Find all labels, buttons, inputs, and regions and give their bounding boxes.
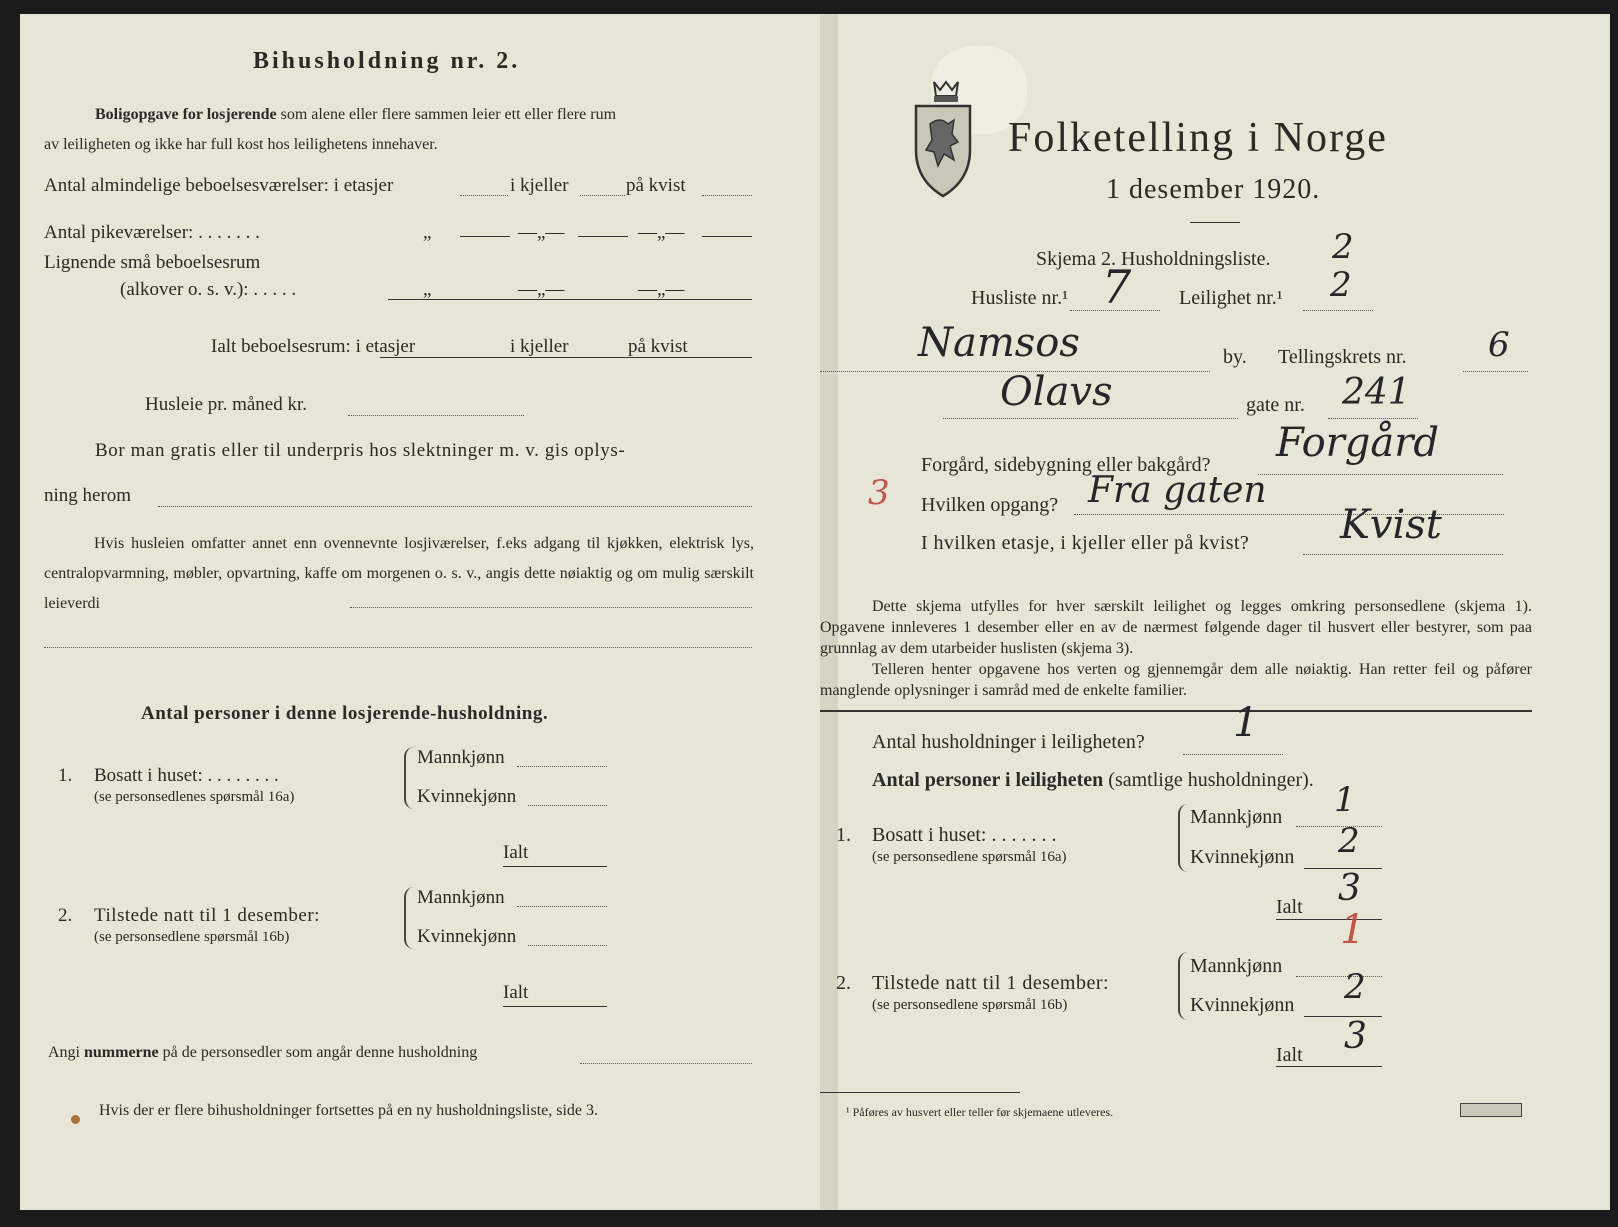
footnote: ¹ Påføres av husvert eller teller før skjemaene utleveres. [846, 1105, 1114, 1119]
printer-stamp [1460, 1103, 1522, 1117]
r-q2-brace [1178, 952, 1188, 1020]
ink-dot [71, 1115, 80, 1124]
apartment-value: 2 [1330, 265, 1352, 305]
r-q1-num: 1. [836, 824, 851, 846]
street-field[interactable] [943, 418, 1238, 419]
r-q2-total-value: 3 [1344, 1016, 1367, 1057]
numbers-bold: nummerne [84, 1044, 159, 1061]
census-date: 1 desember 1920. [1106, 174, 1321, 205]
left-intro-line2: av leiligheten og ikke har full kost hos leilighetens innehaver. [44, 136, 438, 153]
l-q2-total-field[interactable] [503, 1006, 607, 1007]
floor-value: Kvist [1340, 502, 1442, 548]
left-footer: Hvis der er flere bihusholdninger fortsettes på en ny husholdningsliste, side 3. [99, 1102, 599, 1119]
numbers-post: på de personsedler som angår denne husholdning [162, 1044, 478, 1061]
right-page [820, 14, 1610, 1210]
l-q1-brace [404, 747, 414, 809]
rooms-attic-label: på kvist [626, 175, 686, 196]
building-value: Forgård [1276, 420, 1439, 466]
free-line-1: Bor man gratis eller til underpris hos slektninger m. v. gis oplys- [95, 440, 626, 461]
instructions-1: Dette skjema utfylles for hver særskilt leilighet og legges omkring personsedlene (skjema 1). Opgavene innleveres 1 desember eller en av de nærmest følgende dager til husvert eller bestyrer, som paa grunnlag av dem utarbeider huslisten (skjema 3). [820, 598, 1532, 657]
similar-rooms-line-1: Lignende små beboelsesrum [44, 252, 261, 273]
left-intro [95, 105, 616, 125]
r-q1-total-field[interactable] [1276, 919, 1382, 920]
r-q1-label: Bosatt i huset: . . . . . . . [872, 824, 1057, 846]
maid-cellar-field[interactable] [578, 236, 628, 237]
floor-question: I hvilken etasje, i kjeller eller på kvist? [921, 532, 1250, 554]
floor-field[interactable] [1303, 554, 1503, 555]
district-field[interactable] [1463, 371, 1528, 372]
r-q2-num: 2. [836, 972, 851, 994]
l-q2-sub: (se personsedlene spørsmål 16b) [94, 929, 290, 945]
total-rooms-field-line[interactable] [380, 357, 752, 358]
entrance-question: Hvilken opgang? [921, 494, 1059, 516]
persons-heading: Antal personer i denne losjerende-husholdning. [141, 703, 549, 724]
maid-ditto: „ [423, 222, 432, 243]
l-q1-female: Kvinnekjønn [417, 786, 517, 807]
r-q2-sub: (se personsedlene spørsmål 16b) [872, 997, 1068, 1013]
similar-dash-2: —„— [638, 279, 685, 300]
street-label: gate nr. [1246, 394, 1305, 416]
house-list-label: Husliste nr.¹ [971, 287, 1069, 309]
extra-field-2[interactable] [44, 647, 752, 648]
r-q2-female: Kvinnekjønn [1190, 994, 1295, 1016]
title-divider [1190, 222, 1240, 223]
r-q1-male: Mannkjønn [1190, 806, 1283, 828]
district-label: Tellingskrets nr. [1278, 346, 1407, 368]
entrance-value: Fra gaten [1088, 470, 1267, 511]
rooms-attic-field[interactable] [702, 195, 752, 196]
rooms-cellar-label: i kjeller [510, 175, 569, 196]
r-q2-total: Ialt [1276, 1044, 1303, 1066]
l-q1-sub: (se personsedlenes spørsmål 16a) [94, 789, 295, 805]
persons-heading-right [872, 769, 1314, 791]
similar-ditto: „ [423, 279, 432, 300]
maid-dash-2: —„— [638, 222, 685, 243]
similar-dash-1: —„— [518, 279, 565, 300]
rent-field[interactable] [348, 415, 524, 416]
apartment-label: Leilighet nr.¹ [1179, 287, 1283, 309]
maid-dash-1: —„— [518, 222, 565, 243]
schema-value: 2 [1332, 227, 1354, 267]
extra-paragraph: Hvis husleien omfatter annet enn ovennevnte losjiværelser, f.eks adgang til kjøkken, elektrisk lys, centralopvarmning, møbler, opvartning, kaffe om morgenen o. s. v., angis dette nøiaktig og om mulig særskilt leieverdi [44, 535, 754, 612]
district-value: 6 [1488, 325, 1510, 365]
rent-label: Husleie pr. måned kr. [145, 394, 307, 415]
r-q1-female-value: 2 [1338, 821, 1360, 861]
free-field[interactable] [158, 506, 752, 507]
l-q2-male: Mannkjønn [417, 887, 505, 908]
r-q2-total-field[interactable] [1276, 1066, 1382, 1067]
apartment-field[interactable] [1303, 310, 1373, 311]
intro-bold: Boligopgave for losjerende [95, 106, 277, 123]
r-q2-male: Mannkjønn [1190, 955, 1283, 977]
main-title: Folketelling i Norge [1008, 115, 1388, 161]
city-label: by. [1223, 346, 1247, 368]
numbers-field[interactable] [580, 1063, 752, 1064]
r-q2-label: Tilstede natt til 1 desember: [872, 972, 1110, 994]
l-q2-female: Kvinnekjønn [417, 926, 517, 947]
l-q2-label: Tilstede natt til 1 desember: [94, 905, 320, 926]
instructions-divider [820, 710, 1532, 712]
rooms-line: Antal almindelige beboelsesværelser: i etasjer [44, 175, 394, 196]
street-number-field[interactable] [1328, 418, 1418, 419]
households-value: 1 [1233, 700, 1259, 746]
l-q1-female-field[interactable] [528, 805, 607, 806]
numbers-line [48, 1043, 477, 1063]
extra-field[interactable] [350, 607, 752, 608]
free-line-2: ning herom [44, 485, 132, 506]
r-q1-sub: (se personsedlene spørsmål 16a) [872, 849, 1067, 865]
maid-rooms-line: Antal pikeværelser: . . . . . . . [44, 222, 260, 243]
numbers-pre: Angi [48, 1044, 80, 1061]
l-q1-label: Bosatt i huset: . . . . . . . . [94, 765, 279, 786]
schema-label: Skjema 2. Husholdningsliste. [1036, 248, 1271, 270]
instructions-2: Telleren henter opgavene hos verten og gjennemgår dem alle nøiaktig. Han retter feil og påfører manglende oplysninger i samråd med de enkelte familier. [820, 661, 1532, 699]
total-rooms-attic: på kvist [628, 336, 688, 357]
l-q1-num: 1. [58, 765, 73, 786]
persons-bold: Antal personer i leiligheten [872, 769, 1104, 791]
left-title: Bihusholdning nr. 2. [253, 48, 521, 74]
similar-field-line[interactable] [388, 299, 752, 300]
building-field[interactable] [1258, 474, 1503, 475]
r-q1-male-value: 1 [1334, 780, 1356, 820]
persons-rest: (samtlige husholdninger). [1108, 769, 1314, 791]
left-page [20, 14, 820, 1210]
l-q2-total: Ialt [503, 982, 529, 1003]
l-q1-total: Ialt [503, 842, 529, 863]
maid-etasje-field[interactable] [460, 236, 510, 237]
r-q2-male-value: 1 [1340, 907, 1366, 953]
city-value: Namsos [918, 320, 1080, 366]
households-field[interactable] [1183, 754, 1283, 755]
r-q1-total-value: 3 [1338, 868, 1361, 909]
r-q1-total: Ialt [1276, 896, 1303, 918]
footnote-divider [820, 1092, 1020, 1093]
total-rooms-line: Ialt beboelsesrum: i etasjer [211, 336, 416, 357]
l-q2-male-field[interactable] [517, 906, 607, 907]
l-q1-male-field[interactable] [517, 766, 607, 767]
maid-attic-field[interactable] [702, 236, 752, 237]
building-question: Forgård, sidebygning eller bakgård? [921, 454, 1211, 476]
house-list-value: 7 [1102, 260, 1132, 314]
total-rooms-cellar: i kjeller [510, 336, 569, 357]
l-q2-brace [404, 887, 414, 949]
r-q2-female-field[interactable] [1304, 1016, 1382, 1017]
intro-rest: som alene eller flere sammen leier ett eller flere rum [280, 106, 617, 123]
l-q2-female-field[interactable] [528, 945, 607, 946]
l-q2-num: 2. [58, 905, 73, 926]
households-question: Antal husholdninger i leiligheten? [872, 731, 1145, 753]
similar-rooms-line-2: (alkover o. s. v.): . . . . . [120, 279, 297, 300]
rooms-etasje-field[interactable] [460, 195, 508, 196]
r-q2-male-field[interactable] [1296, 976, 1382, 977]
coat-of-arms-icon [910, 80, 976, 200]
r-q2-female-value: 2 [1344, 967, 1366, 1007]
house-list-field[interactable] [1070, 310, 1160, 311]
r-q1-female: Kvinnekjønn [1190, 846, 1295, 868]
street-number-value: 241 [1342, 372, 1411, 413]
l-q1-male: Mannkjønn [417, 747, 505, 768]
street-value: Olavs [1000, 369, 1113, 415]
r-q1-brace [1178, 804, 1188, 872]
red-margin-mark: 3 [868, 473, 890, 513]
rooms-cellar-field[interactable] [580, 195, 625, 196]
l-q1-total-field[interactable] [503, 866, 607, 867]
